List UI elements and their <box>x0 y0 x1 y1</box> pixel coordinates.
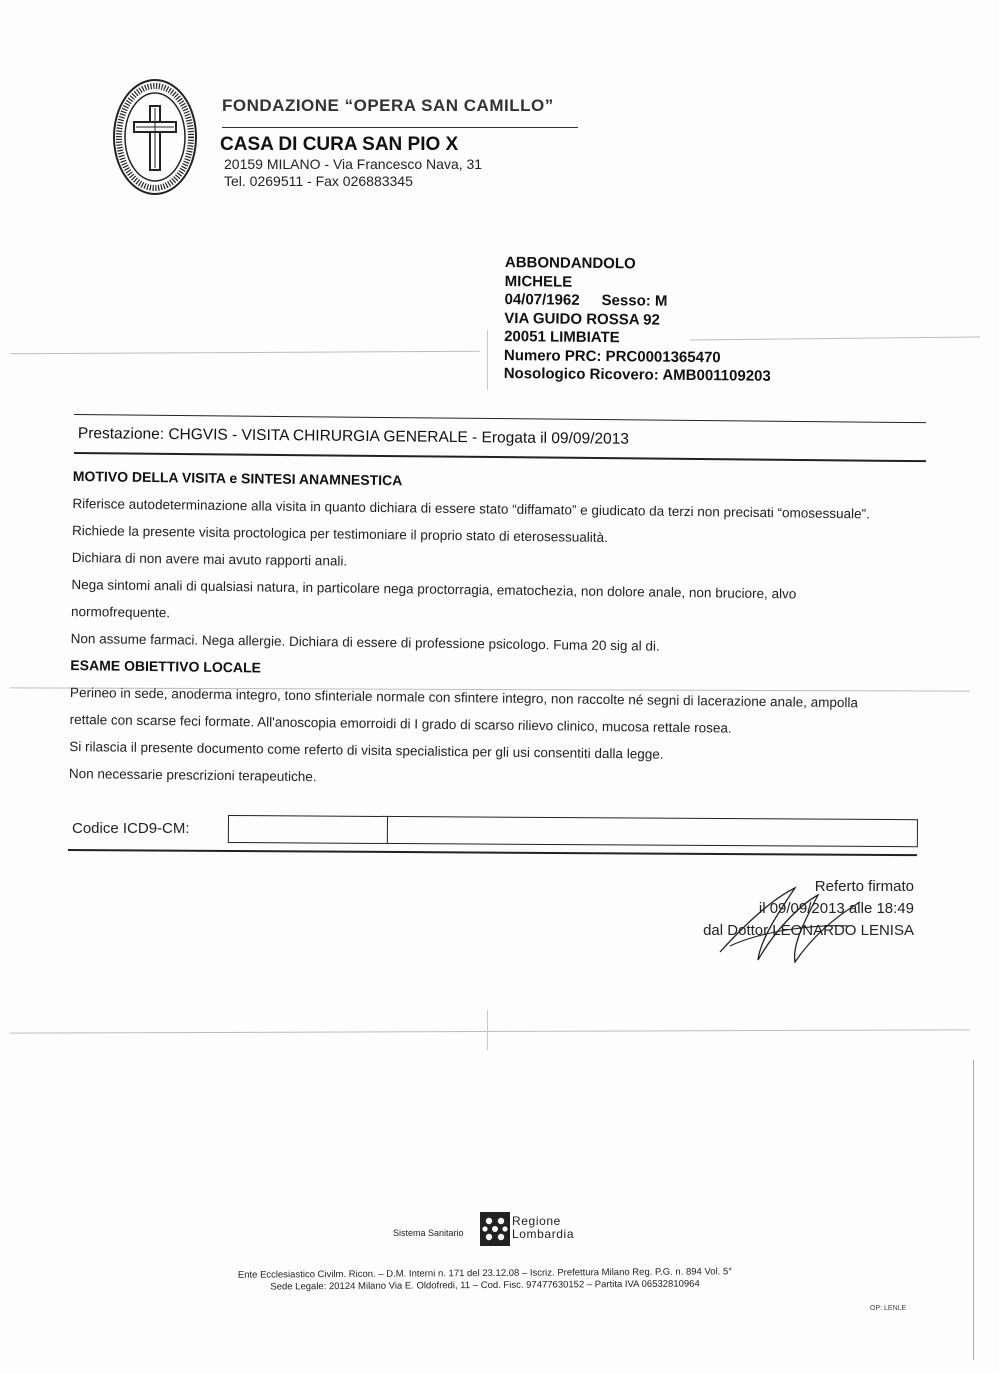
region-name-line1: Regione <box>512 1214 561 1228</box>
icd-bottom-rule <box>68 849 917 856</box>
fold-crease-bottom <box>10 1029 970 1033</box>
patient-name: MICHELE <box>504 272 573 291</box>
lombardia-rose-icon <box>480 1212 510 1246</box>
fold-crease-right-edge <box>973 1060 974 1360</box>
motivo-line: Nega sintomi anali di qualsiasi natura, in particolare nega proctorragia, ematochezia, non dolore anale, non bruciore, alvo <box>71 576 797 602</box>
esame-line: Non necessarie prescrizioni terapeutiche. <box>68 765 317 785</box>
foundation-name: FONDAZIONE “OPERA SAN CAMILLO” <box>222 96 554 115</box>
patient-prc: Numero PRC: PRC0001365470 <box>503 346 721 366</box>
signed-date: il 09/09/2013 alle 18:49 <box>758 900 914 917</box>
motivo-line: Riferisce autodeterminazione alla visita in quanto dichiara di essere stato “diffamato” e giudicato da terzi non precisati “omosessuale”. <box>72 495 870 522</box>
clinic-contact <box>224 156 482 190</box>
signed-label: Referto firmato <box>814 878 914 895</box>
motivo-line: Richiede la presente visita proctologica per testimoniare il proprio stato di eterosessualità. <box>72 522 608 546</box>
motivo-line: Non assume farmaci. Nega allergie. Dichiara di essere di professione psicologo. Fuma 20 sig al di. <box>70 630 660 654</box>
service-line: Prestazione: CHGVIS - VISITA CHIRURGIA GENERALE - Erogata il 09/09/2013 <box>77 425 630 448</box>
section-title-motivo: MOTIVO DELLA VISITA e SINTESI ANAMNESTICA <box>72 467 403 489</box>
service-top-rule <box>74 414 926 423</box>
report-body <box>69 463 913 798</box>
footer-line2: Sede Legale: 20124 Milano Via E. Oldofredi, 11 – Cod. Fisc. 97477630152 – Partita IVA 06532810964 <box>270 1278 700 1293</box>
legal-footer <box>200 1266 770 1294</box>
header-divider <box>222 127 578 128</box>
clinic-name: CASA DI CURA SAN PIO X <box>220 134 459 155</box>
section-title-esame: ESAME OBIETTIVO LOCALE <box>70 656 262 676</box>
patient-info <box>504 254 772 386</box>
fold-crease-top <box>10 351 480 354</box>
patient-birth-row <box>504 291 771 312</box>
clinic-address: 20159 MILANO - Via Francesco Nava, 31 <box>224 156 483 172</box>
health-system-label: Sistema Sanitario <box>393 1228 464 1238</box>
esame-line: rettale con scarse feci formate. All'anoscopia emorroidi di I grado di scarso rilievo clinico, mucosa rettale rosea. <box>69 711 732 736</box>
footer-line1: Ente Ecclesiastico Civilm. Ricon. – D.M. Interni n. 171 del 23.12.08 – Iscriz. Prefettura Milano Reg. P.G. n. 894 Vol. 5° <box>237 1266 733 1281</box>
cross-seal-icon <box>112 78 198 196</box>
region-name <box>512 1215 574 1241</box>
icd-code-cell <box>229 816 388 843</box>
icd-code-box <box>228 815 918 847</box>
patient-street: VIA GUIDO ROSSA 92 <box>504 309 661 329</box>
signed-doctor: dal Dottor LEONARDO LENISA <box>703 922 914 939</box>
patient-sex: Sesso: M <box>601 292 668 310</box>
region-name-line2: Lombardia <box>512 1227 575 1241</box>
operator-code: OP: LENLE <box>870 1305 907 1312</box>
esame-line: Si rilascia il presente documento come referto di visita specialistica per gli usi consentiti dalla legge. <box>69 738 664 762</box>
patient-nosologico: Nosologico Ricovero: AMB001109203 <box>503 364 771 385</box>
service-bottom-rule <box>74 452 926 462</box>
fold-crease-vertical-2 <box>487 1010 488 1050</box>
motivo-line: normofrequente. <box>70 603 171 621</box>
patient-birth-date: 04/07/1962 <box>504 290 580 309</box>
fold-crease-vertical <box>487 330 488 390</box>
clinic-phone: Tel. 0269511 - Fax 026883345 <box>224 173 413 189</box>
patient-city: 20051 LIMBIATE <box>504 327 620 347</box>
motivo-line: Dichiara di non avere mai avuto rapporti anali. <box>71 549 348 569</box>
icd-label: Codice ICD9-CM: <box>72 820 190 837</box>
esame-line: Perineo in sede, anoderma integro, tono sfinteriale normale con sfintere integro, non raccolte né segni di lacerazione anale, ampolla <box>69 684 859 711</box>
patient-surname: ABBONDANDOLO <box>504 254 636 273</box>
handwritten-signature <box>700 880 870 970</box>
